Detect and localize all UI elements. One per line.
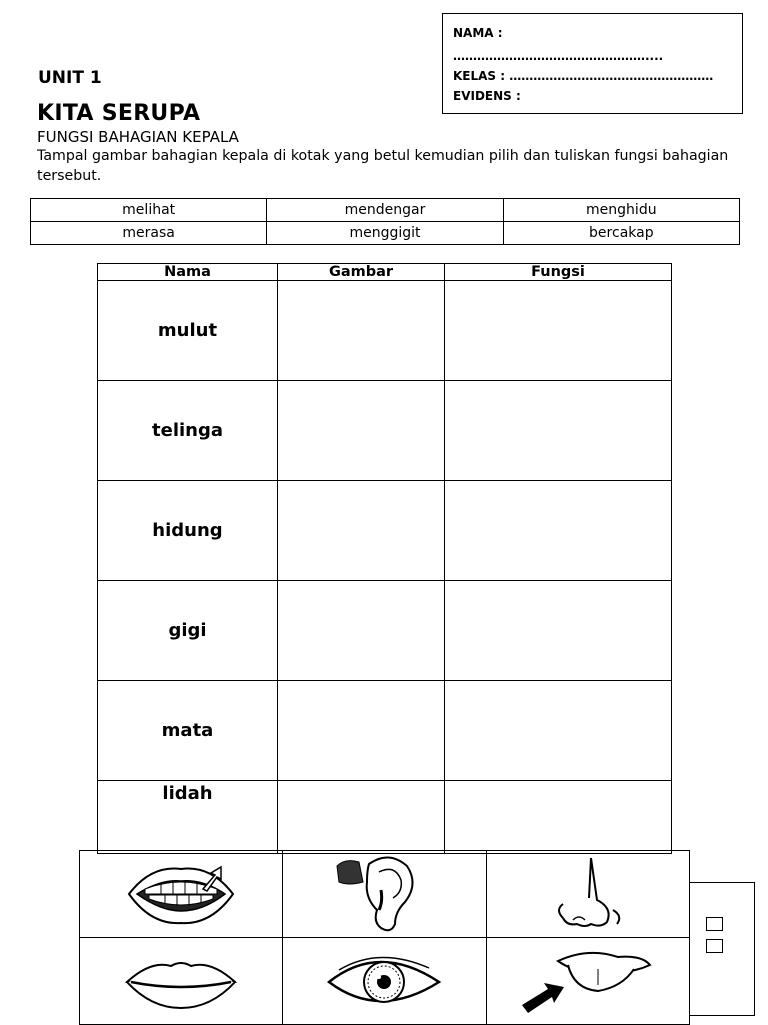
picture-card[interactable]: [486, 938, 689, 1025]
ear-icon: [329, 854, 439, 934]
function-cell[interactable]: [445, 781, 672, 854]
word-bank: [30, 198, 740, 245]
picture-cell[interactable]: [278, 581, 445, 681]
row-name: mata: [98, 681, 278, 781]
header-nama: Nama: [98, 264, 278, 281]
lips-icon: [121, 946, 241, 1016]
checkbox-2[interactable]: [706, 939, 723, 953]
table-row: [98, 781, 672, 854]
word-bank-row: [31, 222, 740, 245]
picture-card[interactable]: [283, 851, 486, 938]
row-name: lidah: [98, 781, 278, 854]
nama-line[interactable]: …………………………………………....: [453, 49, 664, 63]
picture-card[interactable]: [80, 938, 283, 1025]
tongue-icon: [518, 941, 658, 1021]
student-info-box: [442, 13, 743, 114]
table-row: [98, 281, 672, 381]
word-option: mendengar: [267, 199, 503, 222]
eye-icon: [319, 946, 449, 1016]
teeth-mouth-icon: [121, 859, 241, 929]
table-header-row: [98, 264, 672, 281]
picture-cell[interactable]: [278, 681, 445, 781]
word-option: merasa: [31, 222, 267, 245]
nama-label: NAMA :: [453, 26, 503, 40]
table-row: [98, 681, 672, 781]
word-option: melihat: [31, 199, 267, 222]
kelas-label[interactable]: KELAS : ……………………………………………: [453, 69, 714, 83]
picture-card[interactable]: [283, 938, 486, 1025]
table-row: [98, 381, 672, 481]
checkbox-1[interactable]: [706, 917, 723, 931]
section-subtitle: FUNGSI BAHAGIAN KEPALA: [37, 128, 239, 146]
worksheet-table: [97, 263, 672, 854]
picture-cell[interactable]: [278, 281, 445, 381]
function-cell[interactable]: [445, 481, 672, 581]
function-cell[interactable]: [445, 581, 672, 681]
header-gambar: Gambar: [278, 264, 445, 281]
side-checkbox-panel: [689, 882, 755, 1016]
word-bank-row: [31, 199, 740, 222]
picture-cell[interactable]: [278, 781, 445, 854]
evidens-label[interactable]: EVIDENS :: [453, 89, 521, 103]
picture-card[interactable]: [80, 851, 283, 938]
row-name: mulut: [98, 281, 278, 381]
function-cell[interactable]: [445, 281, 672, 381]
page-title: KITA SERUPA: [37, 101, 201, 126]
row-name: hidung: [98, 481, 278, 581]
picture-card[interactable]: [486, 851, 689, 938]
instruction-text: Tampal gambar bahagian kepala di kotak yang betul kemudian pilih dan tuliskan fungsi bahagian tersebut.: [37, 148, 729, 184]
picture-cell[interactable]: [278, 381, 445, 481]
row-name: gigi: [98, 581, 278, 681]
table-row: [98, 581, 672, 681]
nose-icon: [533, 854, 643, 934]
unit-label: UNIT 1: [38, 68, 102, 88]
row-name: telinga: [98, 381, 278, 481]
word-option: menggigit: [267, 222, 503, 245]
picture-cards: [79, 850, 690, 1025]
table-row: [98, 481, 672, 581]
word-option: bercakap: [503, 222, 739, 245]
function-cell[interactable]: [445, 381, 672, 481]
header-fungsi: Fungsi: [445, 264, 672, 281]
word-option: menghidu: [503, 199, 739, 222]
picture-cell[interactable]: [278, 481, 445, 581]
function-cell[interactable]: [445, 681, 672, 781]
